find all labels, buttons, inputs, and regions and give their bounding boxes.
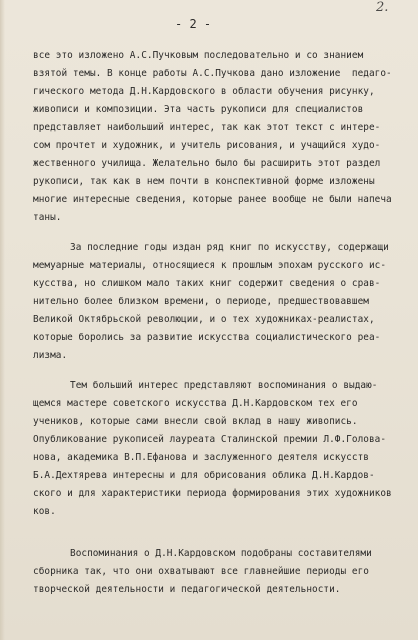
text-line: представляет наибольший интерес, так как этот текст с интере- <box>33 122 381 133</box>
text-line: взятой темы. В конце работы А.С.Пучкова дано изложение педаго- <box>33 68 392 79</box>
text-line: творческой деятельности и педагогической деятельности. <box>33 584 341 595</box>
text-line: рукописи, так как в нем почти в конспективной форме изложены <box>33 176 375 187</box>
text-line: сборника так, что они охватывают все главнейшие периоды его <box>33 566 369 577</box>
text-line: ского и для характеристики периода формирования этих художников <box>33 488 392 499</box>
text-line: Великой Октябрьской революции, и о тех художниках-реалистах, <box>33 314 375 325</box>
text-line: лизма. <box>33 350 68 361</box>
text-line: кусства, но слишком мало таких книг содержит сведения о срав- <box>33 278 381 289</box>
text-line: Тем больший интерес представляют воспоминания о выдаю- <box>70 380 378 391</box>
text-line: живописи и композиции. Эта часть рукописи для специалистов <box>33 104 364 115</box>
handwritten-page-mark: 2. <box>376 0 389 15</box>
text-line: ков. <box>33 506 56 517</box>
text-line: мемуарные материалы, относящиеся к прошлым эпохам русского ис- <box>33 260 387 271</box>
text-line: нительно более близком времени, о периоде, предшествовавшем <box>33 296 369 307</box>
page-number: - 2 - <box>175 17 212 31</box>
text-line: Опубликование рукописей лауреата Сталинской премии Л.Ф.Голова- <box>33 434 387 445</box>
text-line: которые боролись за развитие искусства социалистического реа- <box>33 332 381 343</box>
text-line: многие интересные сведения, которые ранее вообще не были напеча <box>33 194 392 205</box>
text-line: гического метода Д.Н.Кардовского в области обучения рисунку, <box>33 86 375 97</box>
text-line: все это изложено А.С.Пучковым последовательно и со знанием <box>33 50 364 61</box>
text-line: учеников, которые сами внесли свой вклад в нашу живопись. <box>33 416 358 427</box>
text-line: Воспоминания о Д.Н.Кардовском подобраны составителями <box>70 548 372 559</box>
text-line: сом прочтет и художник, и учитель рисования, и учащийся худо- <box>33 140 381 151</box>
text-line: жественного училища. Желательно было бы расширить этот раздел <box>33 158 381 169</box>
text-line: щемся мастере советского искусства Д.Н.Кардовском тех его <box>33 398 358 409</box>
text-line: нова, академика В.П.Ефанова и заслуженного деятеля искусств <box>33 452 369 463</box>
text-line: таны. <box>33 212 62 223</box>
text-line: За последние годы издан ряд книг по искусству, содержащи <box>70 242 389 253</box>
text-line: Б.А.Дехтярева интересны и для обрисования облика Д.Н.Кардов- <box>33 470 375 481</box>
